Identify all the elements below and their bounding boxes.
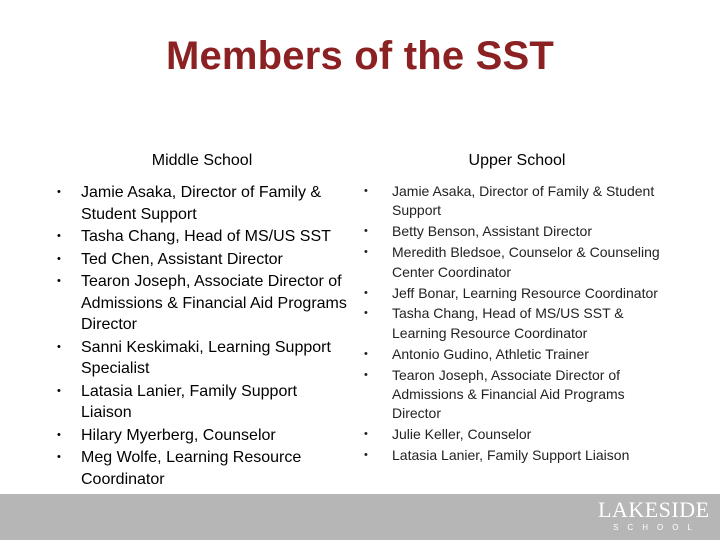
upper-school-heading: Upper School (468, 152, 566, 169)
list-item (362, 182, 672, 221)
bullet-icon: • (364, 368, 368, 381)
list-item-text: Jamie Asaka, Director of Family & Student Support (81, 184, 322, 223)
list-item-text: Antonio Gudino, Athletic Trainer (392, 345, 589, 362)
list-item-text: Jamie Asaka, Director of Family & Student Support (392, 183, 655, 219)
list-item (52, 337, 352, 380)
list-item (52, 182, 352, 225)
list-item-text: Ted Chen, Assistant Director (81, 250, 283, 268)
list-item (52, 249, 352, 271)
bullet-icon: • (364, 225, 368, 238)
list-item-text: Betty Benson, Assistant Director (392, 223, 592, 240)
list-item (52, 226, 352, 248)
bullet-icon: • (57, 451, 61, 463)
list-item-text: Latasia Lanier, Family Support Liaison (392, 447, 630, 464)
list-item (52, 425, 352, 447)
list-item-text: Tearon Joseph, Associate Director of Admissions & Financial Aid Programs Director (81, 273, 347, 333)
middle-school-column (52, 152, 352, 491)
list-item-text: Tasha Chang, Head of MS/US SST (81, 228, 331, 245)
upper-school-column (362, 152, 672, 467)
bullet-icon: • (364, 286, 368, 299)
page-title: Members of the SST (165, 34, 555, 78)
bullet-icon: • (57, 340, 61, 353)
bullet-icon: • (57, 252, 61, 265)
logo-wordmark: LAKESIDE (598, 497, 710, 522)
bullet-icon: • (57, 275, 61, 287)
middle-school-list (52, 182, 352, 490)
list-item (52, 271, 352, 336)
list-item (362, 284, 672, 303)
list-item (362, 425, 672, 444)
bullet-icon: • (57, 428, 61, 441)
list-item (362, 345, 672, 364)
list-item-text: Julie Keller, Counselor (392, 426, 532, 443)
list-item (362, 366, 672, 424)
middle-school-heading: Middle School (151, 152, 253, 169)
lakeside-school-logo (598, 498, 708, 536)
logo-subtitle: SCHOOL (613, 523, 701, 532)
bullet-icon: • (57, 230, 61, 242)
bullet-icon: • (364, 347, 368, 360)
list-item (362, 446, 672, 465)
list-item-text: Tasha Chang, Head of MS/US SST & Learning Resource Coordinator (392, 305, 624, 341)
list-item-text: Hilary Myerberg, Counselor (81, 426, 276, 444)
bullet-icon: • (364, 449, 368, 462)
bullet-icon: • (364, 428, 368, 441)
bullet-icon: • (57, 186, 61, 198)
list-item (362, 222, 672, 241)
bullet-icon: • (364, 307, 368, 320)
list-item-text: Sanni Keskimaki, Learning Support Specialist (81, 338, 331, 377)
list-item (362, 304, 672, 343)
list-item-text: Jeff Bonar, Learning Resource Coordinator (392, 284, 658, 301)
bullet-icon: • (364, 185, 368, 197)
upper-school-list (362, 182, 672, 466)
bullet-icon: • (364, 246, 368, 259)
list-item-text: Meredith Bledsoe, Counselor & Counseling Center Coordinator (392, 244, 660, 280)
bullet-icon: • (57, 384, 61, 397)
list-item (52, 447, 352, 490)
list-item-text: Meg Wolfe, Learning Resource Coordinator (81, 449, 302, 488)
list-item (52, 381, 352, 424)
list-item (362, 243, 672, 282)
list-item-text: Latasia Lanier, Family Support Liaison (81, 382, 298, 421)
list-item-text: Tearon Joseph, Associate Director of Admissions & Financial Aid Programs Director (392, 366, 625, 422)
